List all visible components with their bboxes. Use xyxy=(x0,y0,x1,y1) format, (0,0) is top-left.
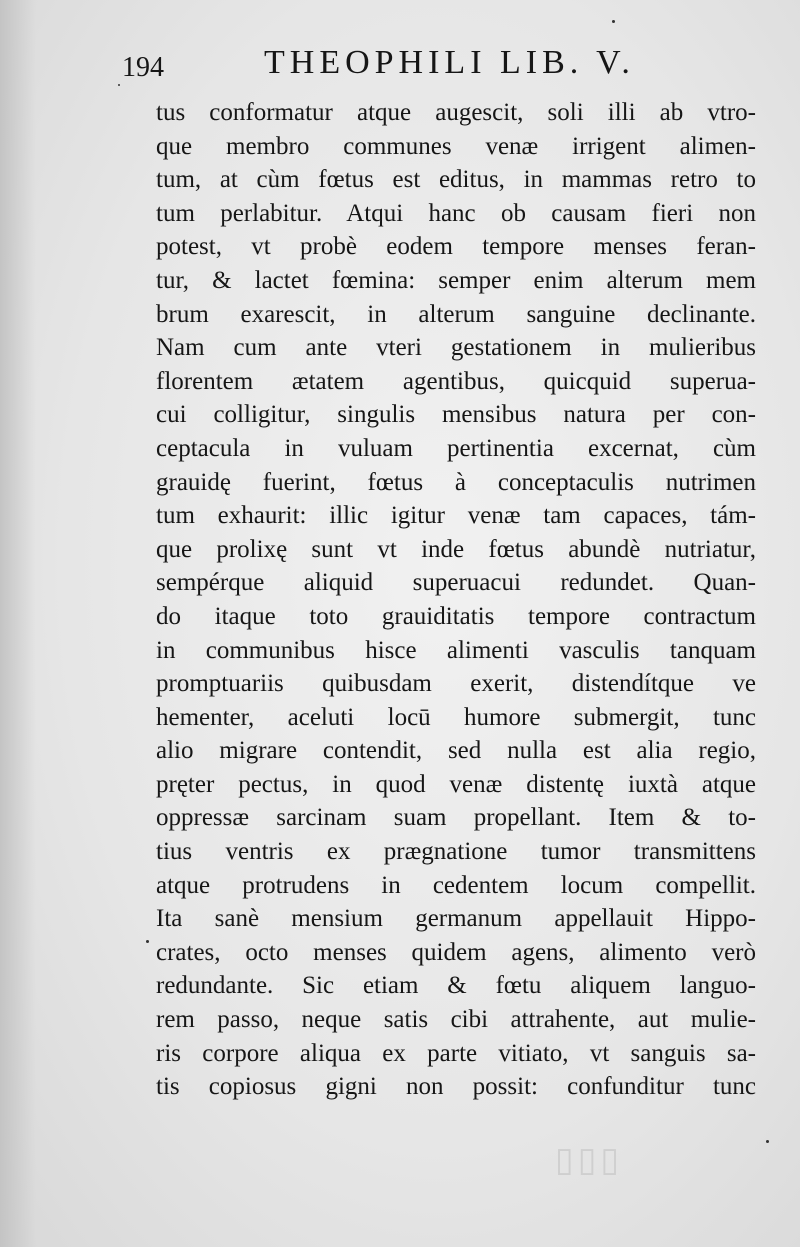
text-line: grauidę fuerint, fœtus à conceptaculis nutrimen xyxy=(156,468,756,496)
text-line: tus conformatur atque augescit, soli illi ab vtro- xyxy=(156,99,756,126)
running-head: THEOPHILI LIB. V. xyxy=(264,44,635,81)
ink-speck xyxy=(118,84,120,86)
gutter-shadow xyxy=(0,0,36,1247)
text-line: promptuariis quibusdam exerit, distendítque ve xyxy=(156,670,756,698)
body-text xyxy=(156,96,756,1104)
text-line: cui colligitur, singulis mensibus natura per con- xyxy=(156,401,756,429)
text-line: tius ventris ex prægnatione tumor transmittens xyxy=(156,838,756,866)
text-line: que prolixę sunt vt inde fœtus abundè nutriatur, xyxy=(156,535,756,563)
text-line: brum exarescit, in alterum sanguine declinante. xyxy=(156,300,756,328)
bleed-through-mark: ▯▯▯ xyxy=(555,1140,624,1180)
text-line: sempérque aliquid superuacui redundet. Quan- xyxy=(156,569,756,597)
text-line: florentem ætatem agentibus, quicquid superua- xyxy=(156,367,756,395)
text-line: alio migrare contendit, sed nulla est alia regio, xyxy=(156,737,756,765)
text-line: in communibus hisce alimenti vasculis tanquam xyxy=(156,636,756,664)
text-line: tum perlabitur. Atqui hanc ob causam fieri non xyxy=(156,199,756,227)
text-line: Nam cum ante vteri gestationem in mulieribus xyxy=(156,334,756,362)
text-line: hementer, aceluti locū humore submergit, tunc xyxy=(156,703,756,731)
text-line: ceptacula in vuluam pertinentia excernat, cùm xyxy=(156,434,756,462)
text-line: redundante. Sic etiam & fœtu aliquem languo- xyxy=(156,972,756,1000)
ink-speck xyxy=(612,20,615,23)
text-line: oppressæ sarcinam suam propellant. Item & to- xyxy=(156,804,756,832)
text-line: crates, octo menses quidem agens, alimento verò xyxy=(156,938,756,966)
text-line: que membro communes venæ irrigent alimen- xyxy=(156,132,756,160)
text-line: tis copiosus gigni non possit: confunditur tunc xyxy=(156,1073,756,1101)
text-line: tum exhaurit: illic igitur venæ tam capaces, tám- xyxy=(156,502,756,530)
text-line: tur, & lactet fœmina: semper enim alterum mem xyxy=(156,266,756,294)
text-line: do itaque toto grauiditatis tempore contractum xyxy=(156,602,756,630)
text-line: potest, vt probè eodem tempore menses feran- xyxy=(156,233,756,261)
page-number: 194 xyxy=(122,52,164,83)
text-line: pręter pectus, in quod venæ distentę iuxtà atque xyxy=(156,770,756,798)
text-line: Ita sanè mensium germanum appellauit Hippo- xyxy=(156,905,756,933)
page-header xyxy=(0,44,800,88)
text-line: atque protrudens in cedentem locum compellit. xyxy=(156,871,756,899)
text-line: ris corpore aliqua ex parte vitiato, vt sanguis sa- xyxy=(156,1039,756,1067)
text-line: tum, at cùm fœtus est editus, in mammas retro to xyxy=(156,166,756,194)
ink-speck xyxy=(766,1140,769,1143)
text-line: rem passo, neque satis cibi attrahente, aut mulie- xyxy=(156,1006,756,1034)
ink-speck xyxy=(146,940,149,943)
